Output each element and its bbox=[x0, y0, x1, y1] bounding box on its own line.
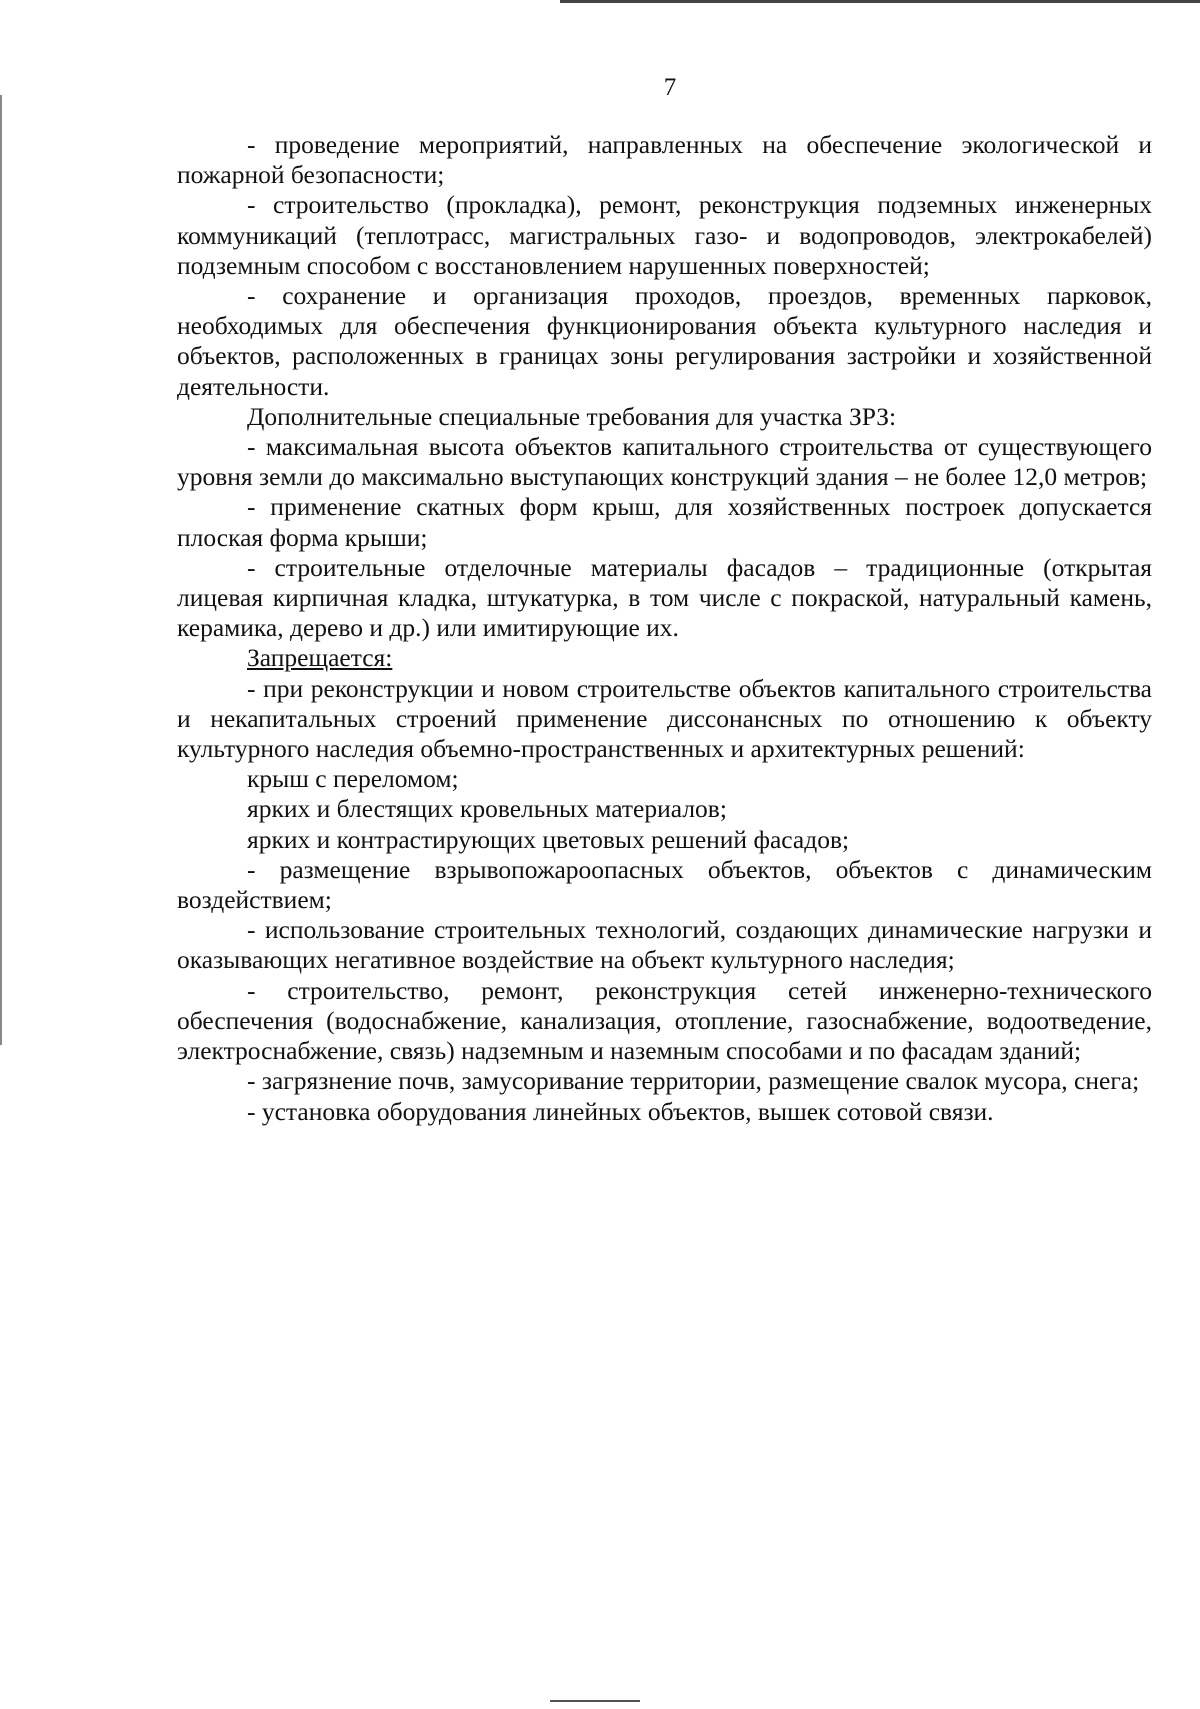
prohibited-heading-row bbox=[177, 643, 1152, 673]
scan-edge-top bbox=[560, 0, 1200, 3]
prohibited-subitem: крыш с переломом; bbox=[247, 764, 459, 794]
paragraph: Дополнительные специальные требования для участка ЗРЗ: bbox=[247, 401, 897, 431]
paragraph: - строительство (прокладка), ремонт, реконструкция подземных инженерных коммуникаций (теплотрасс, магистральных газо- и водопроводов, электрокабелей) подземным способом с восстановлением нарушенных поверхностей; bbox=[177, 190, 1152, 280]
paragraph: - строительные отделочные материалы фасадов – традиционные (открытая лицевая кирпичная кладка, штукатурка, в том числе с покраской, натуральный камень, керамика, дерево и др.) или имитирующие их. bbox=[177, 552, 1152, 643]
scan-edge-left bbox=[0, 95, 2, 1045]
prohibited-subitem: ярких и контрастирующих цветовых решений фасадов; bbox=[247, 824, 850, 854]
scan-edge-bottom bbox=[550, 1700, 640, 1702]
paragraph: - проведение мероприятий, направленных на обеспечение экологической и пожарной безопасности; bbox=[177, 130, 1152, 190]
prohibited-item: - загрязнение почв, замусоривание территории, размещение свалок мусора, снега; bbox=[247, 1066, 1140, 1096]
prohibited-intro: - при реконструкции и новом строительстве объектов капитального строительства и некапитальных строений применение диссонансных по отношению к объекту культурного наследия объемно-пространственных и архитектурных решений: bbox=[177, 673, 1152, 764]
prohibited-heading: Запрещается: bbox=[247, 643, 393, 673]
prohibited-item: - использование строительных технологий, создающих динамические нагрузки и оказывающих негативное воздействие на объект культурного наследия; bbox=[177, 915, 1152, 975]
prohibited-item: - установка оборудования линейных объектов, вышек сотовой связи. bbox=[247, 1096, 994, 1126]
paragraph: - максимальная высота объектов капитального строительства от существующего уровня земли до максимально выступающих конструкций здания – не более 12,0 метров; bbox=[177, 432, 1152, 492]
paragraph: - сохранение и организация проходов, проездов, временных парковок, необходимых для обеспечения функционирования объекта культурного наследия и объектов, расположенных в границах зоны регулирования застройки и хозяйственной деятельности. bbox=[177, 281, 1152, 401]
paragraph: - применение скатных форм крыш, для хозяйственных построек допускается плоская форма крыши; bbox=[177, 492, 1152, 552]
prohibited-item: - размещение взрывопожароопасных объектов, объектов с динамическим воздействием; bbox=[177, 854, 1152, 915]
document-body bbox=[177, 130, 1152, 1127]
prohibited-subitem: ярких и блестящих кровельных материалов; bbox=[247, 794, 727, 824]
page-number: 7 bbox=[663, 74, 677, 101]
prohibited-item: - строительство, ремонт, реконструкция сетей инженерно-технического обеспечения (водоснабжение, канализация, отопление, газоснабжение, водоотведение, электроснабжение, связь) надземным и наземным способами и по фасадам зданий; bbox=[177, 975, 1152, 1066]
